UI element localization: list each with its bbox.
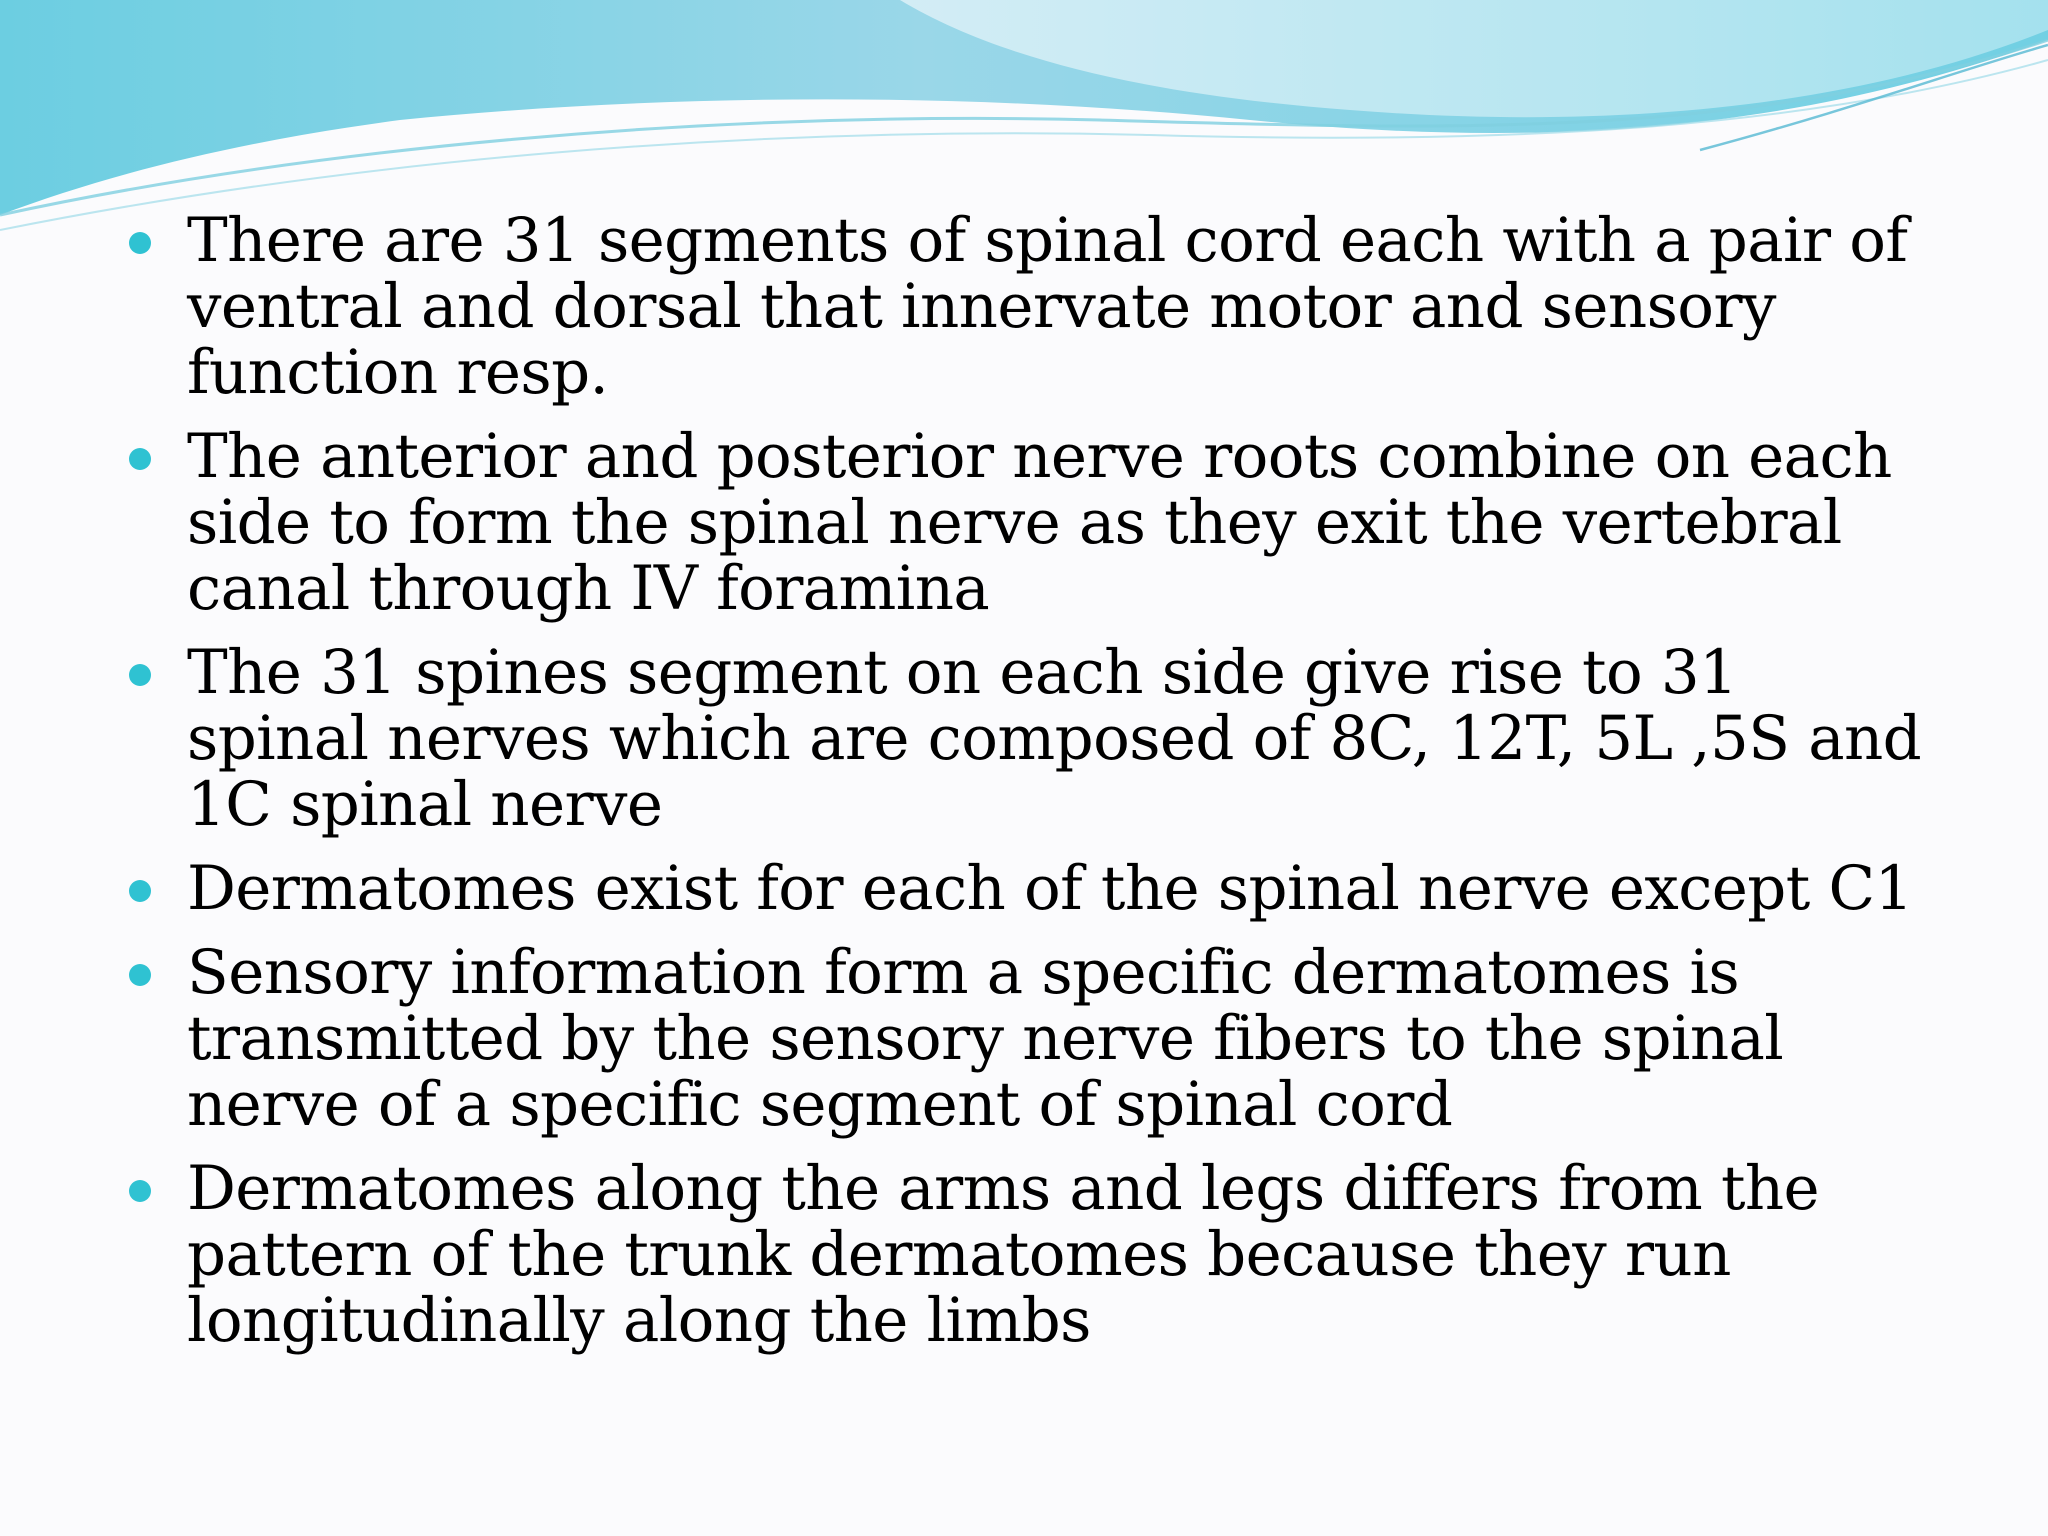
list-item	[127, 637, 1937, 840]
bullet-dot-icon	[129, 664, 151, 686]
bullet-text: Sensory information form a specific dermatomes is transmitted by the sensory nerve fibers to the spinal nerve of a specific segment of spinal cord	[187, 937, 1784, 1140]
bullet-dot-icon	[129, 1180, 151, 1202]
bullet-text: Dermatomes along the arms and legs differs from the pattern of the trunk dermatomes because they run longitudinally along the limbs	[187, 1153, 1820, 1356]
list-item	[127, 853, 1937, 924]
bullet-text: There are 31 segments of spinal cord each with a pair of ventral and dorsal that innervate motor and sensory function resp.	[187, 205, 1908, 408]
list-item	[127, 1153, 1937, 1356]
list-item	[127, 205, 1937, 408]
bullet-dot-icon	[129, 448, 151, 470]
bullet-list	[127, 205, 1937, 1372]
list-item	[127, 421, 1937, 624]
bullet-text: The 31 spines segment on each side give rise to 31 spinal nerves which are composed of 8C, 12T, 5L ,5S and 1C spinal nerve	[187, 637, 1922, 840]
bullet-text: Dermatomes exist for each of the spinal nerve except C1	[187, 853, 1913, 924]
bullet-dot-icon	[129, 880, 151, 902]
list-item	[127, 937, 1937, 1140]
bullet-dot-icon	[129, 232, 151, 254]
bullet-dot-icon	[129, 964, 151, 986]
bullet-text: The anterior and posterior nerve roots combine on each side to form the spinal nerve as they exit the vertebral canal through IV foramina	[187, 421, 1892, 624]
header-wave-decoration	[0, 0, 2048, 240]
